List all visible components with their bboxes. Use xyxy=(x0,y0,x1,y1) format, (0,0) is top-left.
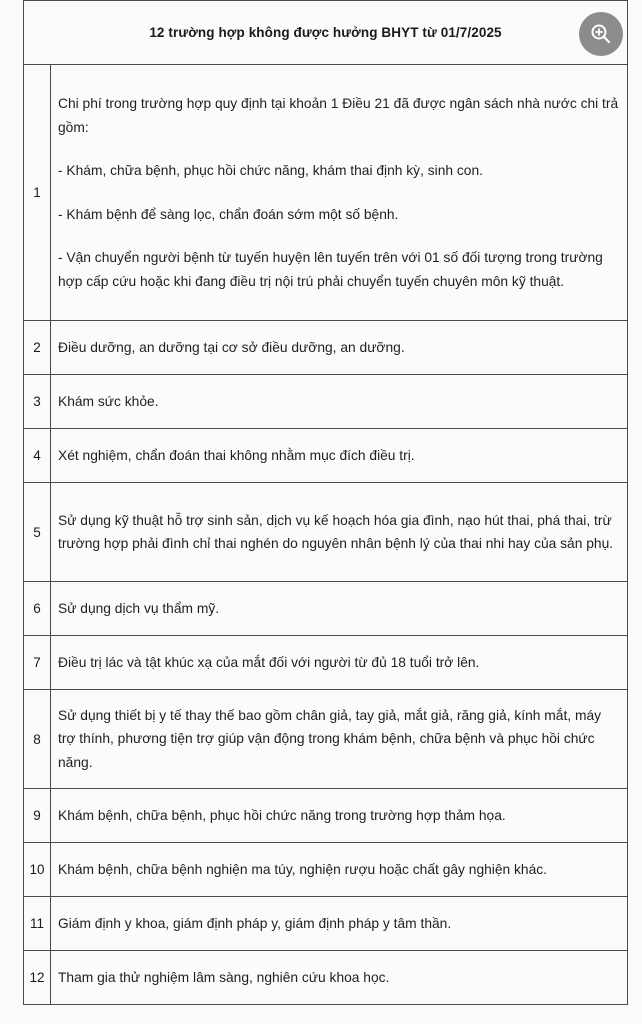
zoom-in-icon xyxy=(589,22,613,46)
row-paragraph: - Khám, chữa bệnh, phục hồi chức năng, khám thai định kỳ, sinh con. xyxy=(58,163,483,178)
row-paragraph: Chi phí trong trường hợp quy định tại khoản 1 Điều 21 đã được ngân sách nhà nước chi trả gồm: xyxy=(58,96,619,135)
table-row xyxy=(24,375,628,429)
table-row xyxy=(24,951,628,1005)
row-number: 1 xyxy=(24,65,51,321)
row-content: Khám sức khỏe. xyxy=(51,375,628,429)
row-paragraph: - Vận chuyển người bệnh từ tuyến huyện lên tuyến trên với 01 số đối tượng trong trường hợp cấp cứu hoặc khi đang điều trị nội trú phải chuyển tuyến chuyên môn kỹ thuật. xyxy=(58,250,603,289)
table-row xyxy=(24,429,628,483)
row-paragraph: - Khám bệnh để sàng lọc, chẩn đoán sớm một số bệnh. xyxy=(58,206,399,222)
bhyt-exclusions-table xyxy=(23,0,628,1005)
row-number: 8 xyxy=(24,690,51,789)
table-row xyxy=(24,636,628,690)
row-number: 10 xyxy=(24,843,51,897)
table-row xyxy=(24,582,628,636)
row-number: 4 xyxy=(24,429,51,483)
row-content: Sử dụng kỹ thuật hỗ trợ sinh sản, dịch vụ kế hoạch hóa gia đình, nạo hút thai, phá thai, trừ trường hợp phải đình chỉ thai nghén do nguyên nhân bệnh lý của thai nhi hay của sản phụ. xyxy=(51,483,628,582)
row-content: Tham gia thử nghiệm lâm sàng, nghiên cứu khoa học. xyxy=(51,951,628,1005)
zoom-in-button[interactable] xyxy=(579,12,623,56)
row-number: 3 xyxy=(24,375,51,429)
table-title-row xyxy=(24,1,628,65)
row-number: 12 xyxy=(24,951,51,1005)
row-content: Xét nghiệm, chẩn đoán thai không nhằm mục đích điều trị. xyxy=(51,429,628,483)
row-content: Điều dưỡng, an dưỡng tại cơ sở điều dưỡng, an dưỡng. xyxy=(51,321,628,375)
row-number: 9 xyxy=(24,789,51,843)
table-row xyxy=(24,789,628,843)
row-content: Khám bệnh, chữa bệnh nghiện ma túy, nghiện rượu hoặc chất gây nghiện khác. xyxy=(51,843,628,897)
row-content: Khám bệnh, chữa bệnh, phục hồi chức năng trong trường hợp thảm họa. xyxy=(51,789,628,843)
table-row xyxy=(24,690,628,789)
table-title: 12 trường hợp không được hưởng BHYT từ 01/7/2025 xyxy=(24,1,628,65)
row-number: 11 xyxy=(24,897,51,951)
row-content xyxy=(51,65,628,321)
row-content: Sử dụng thiết bị y tế thay thế bao gồm chân giả, tay giả, mắt giả, răng giả, kính mắt, máy trợ thính, phương tiện trợ giúp vận động trong khám bệnh, chữa bệnh và phục hồi chức năng. xyxy=(51,690,628,789)
row-content: Sử dụng dịch vụ thẩm mỹ. xyxy=(51,582,628,636)
row-content: Giám định y khoa, giám định pháp y, giám định pháp y tâm thần. xyxy=(51,897,628,951)
row-number: 6 xyxy=(24,582,51,636)
table-row xyxy=(24,843,628,897)
row-number: 7 xyxy=(24,636,51,690)
table-row xyxy=(24,897,628,951)
row-content: Điều trị lác và tật khúc xạ của mắt đối với người từ đủ 18 tuổi trở lên. xyxy=(51,636,628,690)
row-number: 2 xyxy=(24,321,51,375)
row-number: 5 xyxy=(24,483,51,582)
table-row xyxy=(24,321,628,375)
table-row xyxy=(24,65,628,321)
table-row xyxy=(24,483,628,582)
